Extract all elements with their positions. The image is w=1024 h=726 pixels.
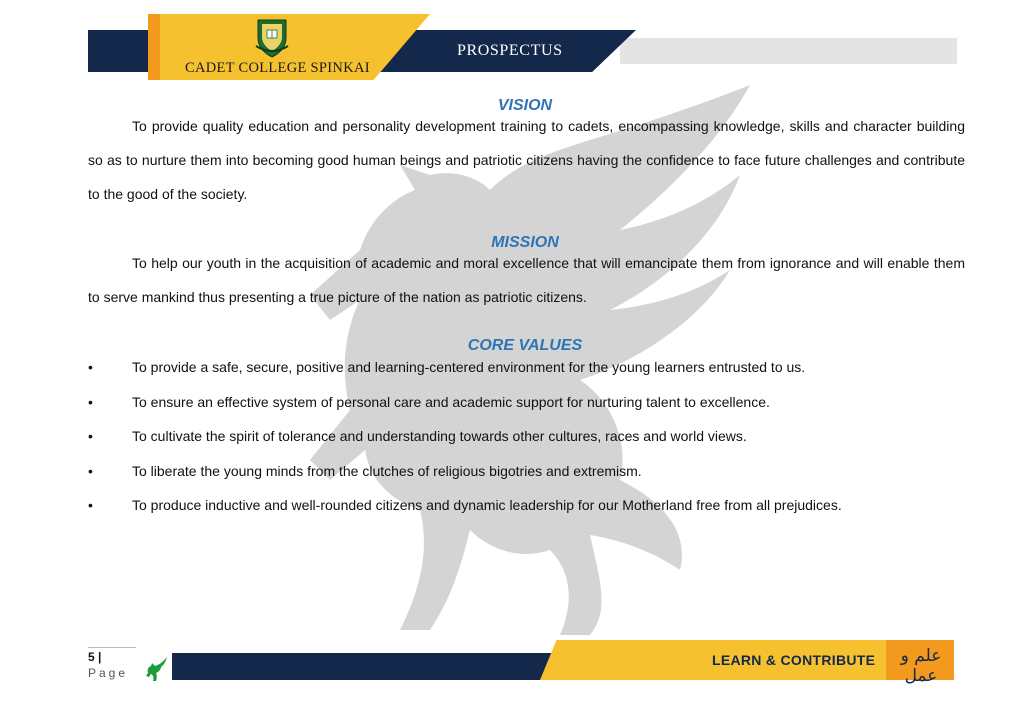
- core-values-heading: CORE VALUES: [467, 337, 583, 354]
- footer-slogan: LEARN & CONTRIBUTE: [712, 652, 876, 668]
- list-item: • To ensure an effective system of personal care and academic support for nurturing talent to excellence.: [88, 391, 968, 426]
- list-item: • To liberate the young minds from the clutches of religious bigotries and extremism.: [88, 460, 968, 495]
- list-item: • To produce inductive and well-rounded citizens and dynamic leadership for our Motherland free from all prejudices.: [88, 494, 968, 529]
- mission-paragraph: To help our youth in the acquisition of academic and moral excellence that will emancipate them from ignorance and will enable them to serve mankind thus presenting a true picture of the nation as patriotic citizens.: [88, 255, 965, 305]
- header-grey-strip: [620, 38, 957, 64]
- list-item: • To provide a safe, secure, positive and learning-centered environment for the young learners entrusted to us.: [88, 356, 968, 391]
- core-values-list: [88, 356, 968, 529]
- pegasus-icon: [145, 656, 169, 682]
- school-name: CADET COLLEGE SPINKAI: [185, 60, 370, 76]
- document-title: PROSPECTUS: [457, 42, 563, 59]
- page-number: 5 |: [88, 650, 102, 664]
- vision-heading: VISION: [497, 97, 553, 114]
- page-label: Page: [88, 666, 129, 680]
- college-crest-logo: [254, 16, 290, 58]
- vision-paragraph: To provide quality education and personality development training to cadets, encompassing knowledge, skills and character building so as to nurture them into becoming good human beings and patriotic citizens having the confidence to face future challenges and contribute to the good of the society.: [88, 118, 965, 202]
- urdu-motto: علم و عمل: [900, 646, 942, 686]
- footer-navy-bar: [172, 653, 572, 680]
- page-number-rule: [88, 647, 136, 648]
- mission-heading: MISSION: [491, 234, 559, 251]
- header-orange-accent: [148, 14, 160, 80]
- list-item: • To cultivate the spirit of tolerance and understanding towards other cultures, races and world views.: [88, 425, 968, 460]
